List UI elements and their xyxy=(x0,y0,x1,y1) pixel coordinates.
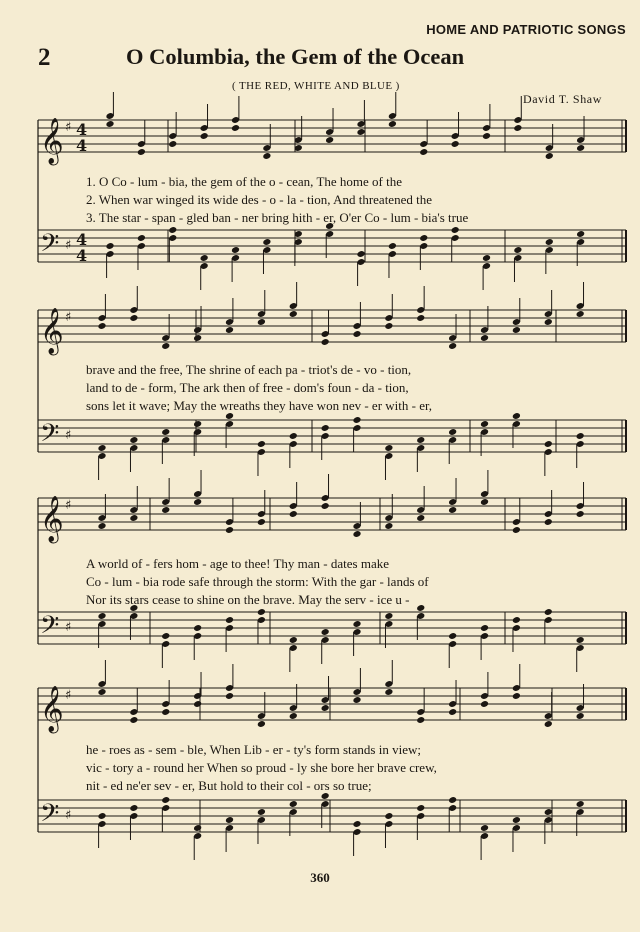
note-head xyxy=(482,132,491,140)
note-head xyxy=(451,226,460,234)
note-head xyxy=(352,620,361,628)
note-head xyxy=(161,342,170,350)
note-head xyxy=(105,120,114,128)
key-sharp-icon: ♯ xyxy=(65,498,72,513)
note-head xyxy=(388,120,397,128)
note-head xyxy=(419,234,428,242)
note-head xyxy=(168,140,177,148)
lyric-line: brave and the free, The shrine of each pa - triot's de - vo - tion, xyxy=(86,362,412,377)
note-head xyxy=(257,440,266,448)
note-head xyxy=(257,720,266,728)
key-sharp-icon: ♯ xyxy=(65,238,72,253)
lyric-line: he - roes as - sem - ble, When Lib - er - ty's form stands in view; xyxy=(86,742,421,757)
note-head xyxy=(225,616,234,624)
note-head xyxy=(352,416,361,424)
note-head xyxy=(512,412,521,420)
note-head xyxy=(289,800,298,808)
note-head xyxy=(544,808,553,816)
hymn-number: 2 xyxy=(38,44,51,71)
lyric-line: Co - lum - bia rode safe through the storm: With the gar - lands of xyxy=(86,574,429,589)
note-head xyxy=(168,226,177,234)
treble-clef-icon: 𝄞 xyxy=(40,496,64,542)
note-head xyxy=(513,124,522,132)
note-head xyxy=(356,128,365,136)
note-head xyxy=(200,132,209,140)
note-head xyxy=(321,628,330,636)
note-head xyxy=(161,506,170,514)
note-head xyxy=(451,140,460,148)
note-head xyxy=(225,326,234,334)
note-head xyxy=(388,242,397,250)
note-head xyxy=(97,688,106,696)
note-head xyxy=(384,612,393,620)
note-head xyxy=(321,502,330,510)
note-head xyxy=(448,428,457,436)
note-head xyxy=(416,716,425,724)
note-head xyxy=(137,148,146,156)
note-head xyxy=(321,424,330,432)
note-head xyxy=(352,530,361,538)
note-head xyxy=(161,796,170,804)
time-signature: 4 xyxy=(76,136,88,155)
note-head xyxy=(193,700,202,708)
note-head xyxy=(544,318,553,326)
note-head xyxy=(448,708,457,716)
note-head xyxy=(576,636,585,644)
key-sharp-icon: ♯ xyxy=(65,428,72,443)
note-head xyxy=(576,800,585,808)
note-head xyxy=(289,636,298,644)
note-head xyxy=(97,444,106,452)
hymn-subtitle: ( THE RED, WHITE AND BLUE ) xyxy=(232,80,400,92)
note-head xyxy=(544,440,553,448)
lyric-line: sons let it wave; May the wreaths they have won nev - er with - er, xyxy=(86,398,433,413)
note-head xyxy=(480,624,489,632)
lyric-line: vic - tory a - round her When so proud - ly she bore her brave crew, xyxy=(86,760,437,775)
note-head xyxy=(512,692,521,700)
note-head xyxy=(257,518,266,526)
note-head xyxy=(448,632,457,640)
bass-clef-icon: 𝄢 xyxy=(40,419,60,454)
note-head xyxy=(545,238,554,246)
note-head xyxy=(416,314,425,322)
treble-clef-icon: 𝄞 xyxy=(40,686,64,732)
note-head xyxy=(129,716,138,724)
note-head xyxy=(321,704,330,712)
note-head xyxy=(289,310,298,318)
note-head xyxy=(257,608,266,616)
note-head xyxy=(416,804,425,812)
note-head xyxy=(356,250,365,258)
note-head xyxy=(289,432,298,440)
note-head xyxy=(97,812,106,820)
note-head xyxy=(129,314,138,322)
note-head xyxy=(193,624,202,632)
key-sharp-icon: ♯ xyxy=(65,120,72,135)
note-head xyxy=(193,420,202,428)
lyric-line: Nor its stars cease to shine on the brave. May the serv - ice u - xyxy=(86,592,410,607)
treble-clef-icon: 𝄞 xyxy=(40,118,64,164)
note-head xyxy=(97,612,106,620)
note-head xyxy=(193,498,202,506)
note-head xyxy=(161,428,170,436)
note-head xyxy=(225,526,234,534)
bass-clef-icon: 𝄢 xyxy=(40,229,60,264)
bass-clef-icon: 𝄢 xyxy=(40,799,60,834)
lyric-line: land to de - form, The ark then of free - dom's foun - da - tion, xyxy=(86,380,409,395)
treble-clef-icon: 𝄞 xyxy=(40,308,64,354)
note-head xyxy=(419,148,428,156)
note-head xyxy=(129,514,138,522)
lyric-line: 3. The star - span - gled ban - ner bring hith - er, O'er Co - lum - bia's true xyxy=(86,210,469,225)
time-signature: 4 xyxy=(76,230,88,249)
note-head xyxy=(129,436,138,444)
note-head xyxy=(512,326,521,334)
note-head xyxy=(137,234,146,242)
hymn-title: O Columbia, the Gem of the Ocean xyxy=(126,44,465,69)
note-head xyxy=(384,322,393,330)
note-head xyxy=(352,820,361,828)
note-head xyxy=(448,796,457,804)
note-head xyxy=(262,152,271,160)
note-head xyxy=(289,712,298,720)
lyric-line: A world of - fers hom - age to thee! Thy man - dates make xyxy=(86,556,389,571)
note-head xyxy=(416,514,425,522)
note-head xyxy=(321,338,330,346)
note-head xyxy=(512,526,521,534)
composer: David T. Shaw xyxy=(522,92,602,106)
note-head xyxy=(384,444,393,452)
note-head xyxy=(325,136,334,144)
note-head xyxy=(576,510,585,518)
note-head xyxy=(129,804,138,812)
note-head xyxy=(262,238,271,246)
note-head xyxy=(97,322,106,330)
note-head xyxy=(97,522,106,530)
note-head xyxy=(231,124,240,132)
note-head xyxy=(576,144,585,152)
note-head xyxy=(352,330,361,338)
note-head xyxy=(544,518,553,526)
note-head xyxy=(544,608,553,616)
note-head xyxy=(200,254,209,262)
note-head xyxy=(512,816,521,824)
note-head xyxy=(576,432,585,440)
note-head xyxy=(105,242,114,250)
page-number: 360 xyxy=(310,870,330,885)
note-head xyxy=(384,812,393,820)
note-head xyxy=(231,246,240,254)
section-heading: HOME AND PATRIOTIC SONGS xyxy=(426,22,626,37)
note-head xyxy=(448,342,457,350)
note-head xyxy=(545,152,554,160)
note-head xyxy=(513,246,522,254)
key-sharp-icon: ♯ xyxy=(65,808,72,823)
note-head xyxy=(480,498,489,506)
note-head xyxy=(512,616,521,624)
note-head xyxy=(576,310,585,318)
note-head xyxy=(193,334,202,342)
note-head xyxy=(480,700,489,708)
time-signature: 4 xyxy=(76,246,88,265)
note-head xyxy=(544,720,553,728)
note-head xyxy=(448,506,457,514)
note-head xyxy=(416,436,425,444)
note-head xyxy=(161,632,170,640)
note-head xyxy=(480,334,489,342)
note-head xyxy=(416,604,425,612)
note-head xyxy=(161,708,170,716)
note-head xyxy=(576,712,585,720)
key-sharp-icon: ♯ xyxy=(65,620,72,635)
note-head xyxy=(225,692,234,700)
note-head xyxy=(225,816,234,824)
note-head xyxy=(289,510,298,518)
note-head xyxy=(193,824,202,832)
lyric-line: 1. O Co - lum - bia, the gem of the o - cean, The home of the xyxy=(86,174,403,189)
note-head xyxy=(384,522,393,530)
note-head xyxy=(482,254,491,262)
note-head xyxy=(257,318,266,326)
key-sharp-icon: ♯ xyxy=(65,688,72,703)
note-head xyxy=(384,688,393,696)
note-head xyxy=(480,824,489,832)
key-sharp-icon: ♯ xyxy=(65,310,72,325)
note-head xyxy=(257,808,266,816)
note-head xyxy=(480,420,489,428)
bass-clef-icon: 𝄢 xyxy=(40,611,60,646)
time-signature: 4 xyxy=(76,120,88,139)
lyric-line: nit - ed ne'er sev - er, But hold to their col - ors so true; xyxy=(86,778,372,793)
note-head xyxy=(576,230,585,238)
note-head xyxy=(352,696,361,704)
lyric-line: 2. When war winged its wide des - o - la - tion, And threatened the xyxy=(86,192,432,207)
